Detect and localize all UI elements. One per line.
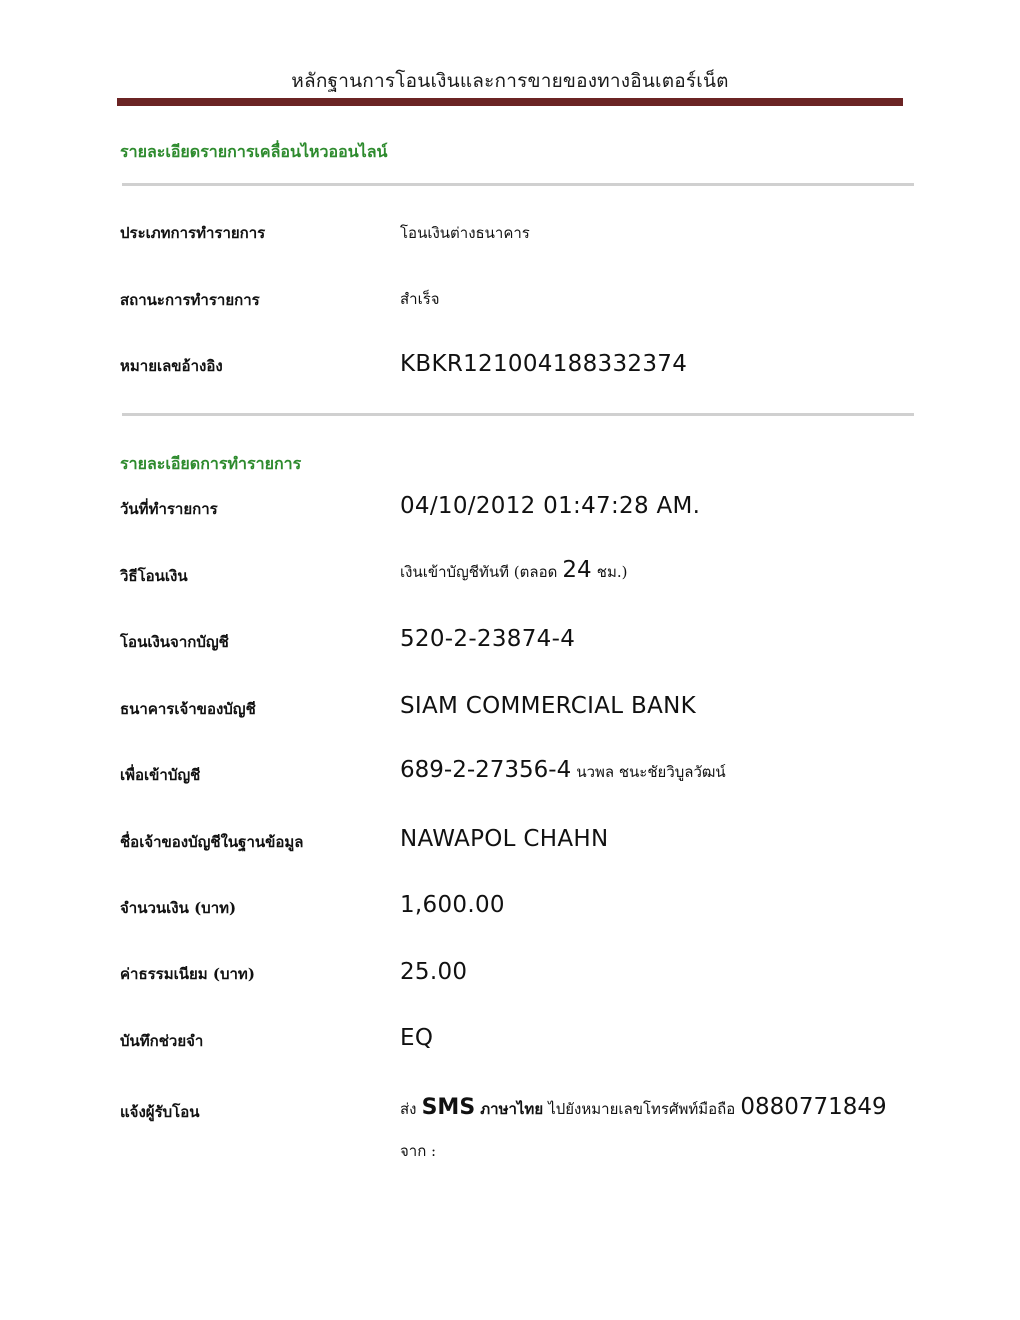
divider: [122, 183, 914, 186]
label-transaction-status: สถานะการทำรายการ: [120, 291, 260, 309]
value-transaction-date: 04/10/2012 01:47:28 AM.: [400, 493, 701, 519]
transfer-method-hours: 24: [562, 557, 592, 583]
label-transfer-method: วิธีโอนเงิน: [120, 567, 188, 585]
label-reference-number: หมายเลขอ้างอิง: [120, 357, 223, 375]
notify-from-label: จาก :: [400, 1142, 437, 1160]
value-to-account: [400, 757, 726, 784]
label-amount: จำนวนเงิน (บาท): [120, 899, 237, 917]
to-account-name: นวพล ชนะชัยวิบูลวัฒน์: [576, 763, 726, 781]
label-transaction-date: วันที่ทำรายการ: [120, 500, 218, 518]
label-memo: บันทึกช่วยจำ: [120, 1032, 204, 1050]
value-amount: 1,600.00: [400, 892, 505, 918]
value-transaction-status: สำเร็จ: [400, 290, 440, 308]
value-transaction-type: โอนเงินต่างธนาคาร: [400, 224, 530, 242]
label-account-bank: ธนาคารเจ้าของบัญชี: [120, 700, 256, 718]
to-account-number: 689-2-27356-4: [400, 757, 572, 783]
label-notify-recipient: แจ้งผู้รับโอน: [120, 1103, 200, 1121]
notify-send: ส่ง: [400, 1100, 417, 1118]
value-from-account: 520-2-23874-4: [400, 626, 576, 652]
notify-to-text: ไปยังหมายเลขโทรศัพท์มือถือ: [548, 1100, 736, 1118]
section-heading-transaction-details: รายละเอียดการทำรายการ: [120, 454, 302, 473]
value-transfer-method: [400, 557, 628, 584]
notify-sms: SMS: [421, 1095, 476, 1120]
divider: [122, 413, 914, 416]
header-bar: [117, 98, 903, 106]
section-heading-online-activity: รายละเอียดรายการเคลื่อนไหวออนไลน์: [120, 142, 388, 161]
page-title: หลักฐานการโอนเงินและการขายของทางอินเตอร์เน็ต: [291, 70, 729, 92]
value-fee: 25.00: [400, 959, 468, 985]
label-fee: ค่าธรรมเนียม (บาท): [120, 965, 255, 983]
transfer-method-suffix: ชม.): [596, 563, 628, 581]
value-owner-name: NAWAPOL CHAHN: [400, 826, 609, 852]
value-memo: EQ: [400, 1025, 434, 1051]
notify-language: ภาษาไทย: [480, 1100, 544, 1118]
value-account-bank: SIAM COMMERCIAL BANK: [400, 693, 696, 719]
label-transaction-type: ประเภทการทำรายการ: [120, 224, 266, 242]
notify-phone: 0880771849: [740, 1094, 887, 1120]
value-notify-recipient: [400, 1094, 887, 1121]
label-to-account: เพื่อเข้าบัญชี: [120, 766, 201, 784]
label-owner-name: ชื่อเจ้าของบัญชีในฐานข้อมูล: [120, 833, 304, 851]
transfer-method-prefix: เงินเข้าบัญชีทันที (ตลอด: [400, 563, 558, 581]
value-reference-number: KBKR121004188332374: [400, 351, 688, 377]
label-from-account: โอนเงินจากบัญชี: [120, 633, 229, 651]
